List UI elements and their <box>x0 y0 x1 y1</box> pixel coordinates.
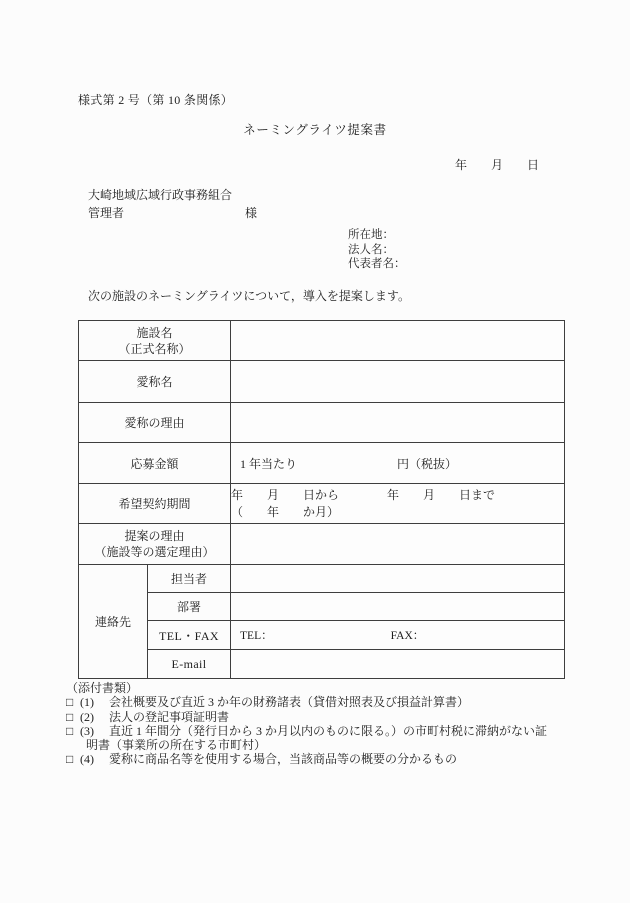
attachment-number-3: (3) <box>80 723 94 738</box>
date-field[interactable]: 年 月 日 <box>455 158 540 172</box>
addressee-honorific: 様 <box>245 205 258 220</box>
attachments-section <box>66 681 547 767</box>
telfax-label: TEL・FAX <box>148 621 231 650</box>
attachment-text-3-continuation: 明書（事業所の所在する市町村） <box>86 738 267 753</box>
contract-period-line2: （ 年 か月） <box>231 504 340 519</box>
nickname-input-cell[interactable] <box>231 361 565 403</box>
facility-name-input-cell[interactable] <box>231 321 565 361</box>
department-input-cell[interactable] <box>231 593 565 621</box>
facility-name-label: 施設名 （正式名称） <box>79 321 231 361</box>
attachment-checkbox-3[interactable]: □ <box>66 723 74 738</box>
amount-input-cell[interactable] <box>231 443 565 484</box>
nickname-reason-label: 愛称の理由 <box>79 403 231 443</box>
attachment-item-2 <box>66 710 547 724</box>
attachments-heading: （添付書類） <box>66 681 139 695</box>
addressee-block <box>88 187 257 222</box>
contact-person-label: 担当者 <box>148 565 231 593</box>
amount-label: 応募金額 <box>79 443 231 484</box>
applicant-block <box>348 228 406 272</box>
applicant-corporation-label[interactable]: 法人名： <box>348 243 394 256</box>
contact-group-label: 連絡先 <box>79 565 148 679</box>
attachment-text-4: 愛称に商品名等を使用する場合，当該商品等の概要の分かるもの <box>109 752 458 767</box>
document-title: ネーミングライツ提案書 <box>243 123 387 137</box>
attachment-number-4: (4) <box>80 752 94 767</box>
attachment-number-2: (2) <box>80 709 94 724</box>
fax-prefix-label: FAX： <box>390 630 425 642</box>
proposal-table <box>78 320 565 679</box>
tel-prefix-label: TEL： <box>240 630 273 642</box>
attachment-item-3 <box>66 724 547 738</box>
amount-prefix-label: 1 年当たり <box>240 456 298 471</box>
nickname-reason-input-cell[interactable] <box>231 403 565 443</box>
attachment-text-2: 法人の登記事項証明書 <box>109 709 230 724</box>
amount-unit-label: 円（税抜） <box>397 456 458 471</box>
attachment-text-3: 直近 1 年間分（発行日から 3 か月以内のものに限る。）の市町村税に滞納がない証 <box>109 723 548 738</box>
addressee-organization: 大崎地域広域行政事務組合 <box>88 188 233 202</box>
email-input-cell[interactable] <box>231 650 565 679</box>
addressee-role: 管理者 <box>88 205 125 220</box>
attachment-checkbox-2[interactable]: □ <box>66 709 74 724</box>
applicant-location-label[interactable]: 所在地： <box>348 229 394 241</box>
attachment-checkbox-1[interactable]: □ <box>66 695 74 710</box>
contact-person-input-cell[interactable] <box>231 565 565 593</box>
attachment-checkbox-4[interactable]: □ <box>66 752 74 767</box>
email-label: E-mail <box>148 650 231 679</box>
proposal-reason-input-cell[interactable] <box>231 524 565 565</box>
contract-period-label: 希望契約期間 <box>79 484 231 524</box>
attachment-text-1: 会社概要及び直近 3 か年の財務諸表（貸借対照表及び損益計算書） <box>109 695 470 710</box>
proposal-reason-label: 提案の理由 （施設等の選定理由） <box>79 524 231 565</box>
contract-period-input-cell[interactable] <box>231 484 565 524</box>
telfax-input-cell[interactable] <box>231 621 565 650</box>
department-label: 部署 <box>148 593 231 621</box>
contract-period-line1: 年 月 日から 年 月 日まで <box>231 487 496 502</box>
attachment-number-1: (1) <box>80 695 94 710</box>
intro-sentence: 次の施設のネーミングライツについて，導入を提案します。 <box>88 289 410 303</box>
nickname-label: 愛称名 <box>79 361 231 403</box>
form-number: 様式第 2 号（第 10 条関係） <box>78 93 234 107</box>
applicant-representative-label[interactable]: 代表者名： <box>348 258 406 270</box>
attachment-item-1 <box>66 695 547 709</box>
attachment-item-4 <box>66 752 547 766</box>
